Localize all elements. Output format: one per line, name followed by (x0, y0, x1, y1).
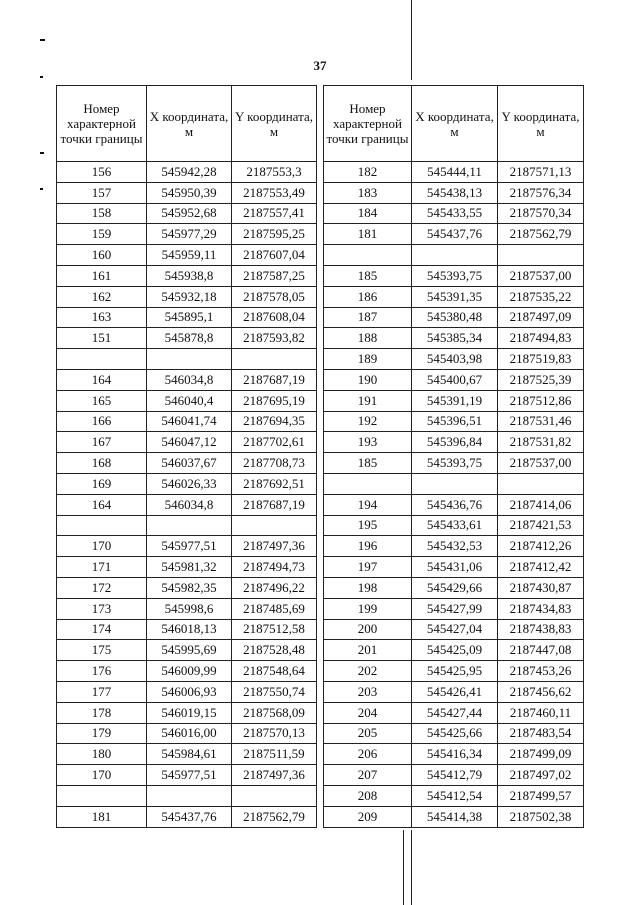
cell-x-coordinate: 545426,41 (412, 681, 498, 702)
cell-y-coordinate: 2187593,82 (232, 328, 317, 349)
cell-y-coordinate: 2187453,26 (498, 661, 584, 682)
coordinates-table-left (56, 85, 317, 828)
cell-x-coordinate: 546037,67 (147, 453, 232, 474)
scan-artifact-line (411, 830, 412, 905)
cell-x-coordinate: 545438,13 (412, 182, 498, 203)
cell-x-coordinate: 545429,66 (412, 577, 498, 598)
header-point-number: Номер характерной точки границы (57, 86, 147, 162)
cell-x-coordinate: 545981,32 (147, 557, 232, 578)
cell-x-coordinate: 545433,61 (412, 515, 498, 536)
cell-x-coordinate: 545444,11 (412, 162, 498, 183)
table-row (57, 806, 317, 827)
cell-point-number: 207 (324, 765, 412, 786)
table-row (57, 411, 317, 432)
table-header-row (57, 86, 317, 162)
cell-x-coordinate (147, 349, 232, 370)
cell-point-number: 186 (324, 286, 412, 307)
table-row (324, 224, 584, 245)
cell-y-coordinate: 2187494,73 (232, 557, 317, 578)
cell-x-coordinate: 545437,76 (147, 806, 232, 827)
cell-y-coordinate (232, 785, 317, 806)
cell-y-coordinate: 2187562,79 (232, 806, 317, 827)
table-row (324, 162, 584, 183)
cell-point-number: 191 (324, 390, 412, 411)
table-row (57, 224, 317, 245)
cell-point-number: 179 (57, 723, 147, 744)
cell-x-coordinate: 545412,54 (412, 785, 498, 806)
cell-point-number: 202 (324, 661, 412, 682)
cell-point-number (57, 515, 147, 536)
cell-point-number: 192 (324, 411, 412, 432)
cell-y-coordinate: 2187528,48 (232, 640, 317, 661)
table-row (324, 723, 584, 744)
table-row (324, 577, 584, 598)
cell-y-coordinate: 2187438,83 (498, 619, 584, 640)
table-row (324, 765, 584, 786)
cell-x-coordinate: 545878,8 (147, 328, 232, 349)
cell-y-coordinate: 2187519,83 (498, 349, 584, 370)
cell-y-coordinate: 2187702,61 (232, 432, 317, 453)
table-row (57, 390, 317, 411)
cell-point-number: 193 (324, 432, 412, 453)
cell-y-coordinate (232, 349, 317, 370)
table-row (57, 349, 317, 370)
table-row (324, 806, 584, 827)
cell-point-number: 171 (57, 557, 147, 578)
table-row (324, 494, 584, 515)
table-row (324, 307, 584, 328)
cell-point-number: 187 (324, 307, 412, 328)
cell-x-coordinate (412, 245, 498, 266)
cell-x-coordinate: 546026,33 (147, 473, 232, 494)
cell-y-coordinate: 2187692,51 (232, 473, 317, 494)
cell-x-coordinate (147, 515, 232, 536)
table-row (57, 598, 317, 619)
table-row (57, 681, 317, 702)
cell-x-coordinate: 545393,75 (412, 453, 498, 474)
cell-y-coordinate: 2187570,13 (232, 723, 317, 744)
table-row (57, 286, 317, 307)
cell-y-coordinate: 2187537,00 (498, 265, 584, 286)
cell-x-coordinate: 546034,8 (147, 494, 232, 515)
cell-point-number (324, 473, 412, 494)
table-row (57, 203, 317, 224)
cell-y-coordinate: 2187687,19 (232, 369, 317, 390)
table-row (324, 453, 584, 474)
cell-point-number (324, 245, 412, 266)
cell-y-coordinate (498, 473, 584, 494)
cell-point-number: 195 (324, 515, 412, 536)
cell-x-coordinate: 545433,55 (412, 203, 498, 224)
cell-y-coordinate: 2187548,64 (232, 661, 317, 682)
cell-y-coordinate: 2187553,49 (232, 182, 317, 203)
table-row (57, 432, 317, 453)
cell-y-coordinate: 2187485,69 (232, 598, 317, 619)
coordinates-table-right (323, 85, 584, 828)
table-row (324, 473, 584, 494)
cell-y-coordinate (498, 245, 584, 266)
cell-x-coordinate: 546034,8 (147, 369, 232, 390)
cell-point-number: 201 (324, 640, 412, 661)
cell-point-number: 198 (324, 577, 412, 598)
table-row (324, 536, 584, 557)
cell-point-number: 189 (324, 349, 412, 370)
table-row (324, 203, 584, 224)
cell-point-number: 173 (57, 598, 147, 619)
cell-y-coordinate: 2187414,06 (498, 494, 584, 515)
table-row (57, 661, 317, 682)
cell-point-number: 185 (324, 265, 412, 286)
table-row (324, 411, 584, 432)
cell-y-coordinate: 2187456,62 (498, 681, 584, 702)
cell-y-coordinate: 2187578,05 (232, 286, 317, 307)
cell-y-coordinate: 2187497,36 (232, 765, 317, 786)
cell-x-coordinate: 545396,51 (412, 411, 498, 432)
cell-x-coordinate (147, 785, 232, 806)
cell-y-coordinate: 2187550,74 (232, 681, 317, 702)
cell-x-coordinate: 545396,84 (412, 432, 498, 453)
table-row (57, 619, 317, 640)
scan-artifact-mark (40, 39, 45, 41)
cell-point-number: 161 (57, 265, 147, 286)
table-row (57, 473, 317, 494)
cell-x-coordinate: 546006,93 (147, 681, 232, 702)
cell-y-coordinate: 2187562,79 (498, 224, 584, 245)
table-row (324, 661, 584, 682)
cell-x-coordinate: 545995,69 (147, 640, 232, 661)
cell-point-number: 184 (324, 203, 412, 224)
cell-x-coordinate: 545425,95 (412, 661, 498, 682)
cell-point-number: 197 (324, 557, 412, 578)
cell-y-coordinate: 2187434,83 (498, 598, 584, 619)
table-row (57, 702, 317, 723)
cell-point-number: 157 (57, 182, 147, 203)
cell-y-coordinate: 2187531,82 (498, 432, 584, 453)
cell-x-coordinate: 545895,1 (147, 307, 232, 328)
cell-x-coordinate: 545431,06 (412, 557, 498, 578)
table-row (324, 182, 584, 203)
cell-point-number (57, 349, 147, 370)
cell-y-coordinate: 2187525,39 (498, 369, 584, 390)
table-row (324, 515, 584, 536)
table-row (324, 390, 584, 411)
cell-point-number: 165 (57, 390, 147, 411)
table-row (57, 640, 317, 661)
cell-y-coordinate: 2187497,09 (498, 307, 584, 328)
cell-y-coordinate: 2187694,35 (232, 411, 317, 432)
cell-x-coordinate: 545984,61 (147, 744, 232, 765)
cell-x-coordinate: 545391,19 (412, 390, 498, 411)
cell-point-number: 172 (57, 577, 147, 598)
cell-y-coordinate: 2187595,25 (232, 224, 317, 245)
cell-x-coordinate: 546040,4 (147, 390, 232, 411)
header-point-number: Номер характерной точки границы (324, 86, 412, 162)
cell-point-number: 182 (324, 162, 412, 183)
cell-point-number: 209 (324, 806, 412, 827)
table-row (324, 640, 584, 661)
cell-y-coordinate: 2187568,09 (232, 702, 317, 723)
cell-point-number: 159 (57, 224, 147, 245)
cell-y-coordinate: 2187708,73 (232, 453, 317, 474)
cell-y-coordinate: 2187607,04 (232, 245, 317, 266)
cell-x-coordinate: 545380,48 (412, 307, 498, 328)
scan-artifact-mark (40, 188, 43, 190)
cell-point-number: 169 (57, 473, 147, 494)
cell-y-coordinate: 2187502,38 (498, 806, 584, 827)
table-row (57, 307, 317, 328)
cell-point-number: 204 (324, 702, 412, 723)
cell-y-coordinate: 2187695,19 (232, 390, 317, 411)
cell-x-coordinate: 545393,75 (412, 265, 498, 286)
cell-point-number: 177 (57, 681, 147, 702)
cell-x-coordinate: 545425,09 (412, 640, 498, 661)
cell-y-coordinate: 2187430,87 (498, 577, 584, 598)
cell-y-coordinate: 2187497,36 (232, 536, 317, 557)
table-row (57, 245, 317, 266)
table-row (57, 453, 317, 474)
cell-point-number: 181 (57, 806, 147, 827)
cell-y-coordinate: 2187512,58 (232, 619, 317, 640)
cell-x-coordinate: 545414,38 (412, 806, 498, 827)
table-row (324, 785, 584, 806)
cell-y-coordinate: 2187537,00 (498, 453, 584, 474)
cell-point-number: 178 (57, 702, 147, 723)
cell-x-coordinate: 545950,39 (147, 182, 232, 203)
cell-point-number: 199 (324, 598, 412, 619)
cell-x-coordinate: 545432,53 (412, 536, 498, 557)
cell-x-coordinate: 546009,99 (147, 661, 232, 682)
cell-x-coordinate: 545437,76 (412, 224, 498, 245)
table-row (324, 369, 584, 390)
cell-x-coordinate: 546047,12 (147, 432, 232, 453)
cell-y-coordinate: 2187421,53 (498, 515, 584, 536)
cell-y-coordinate: 2187531,46 (498, 411, 584, 432)
cell-x-coordinate (412, 473, 498, 494)
header-x-coordinate: X координата, м (412, 86, 498, 162)
cell-y-coordinate: 2187557,41 (232, 203, 317, 224)
table-row (324, 245, 584, 266)
table-row (324, 349, 584, 370)
table-row (324, 681, 584, 702)
cell-point-number: 166 (57, 411, 147, 432)
table-row (57, 162, 317, 183)
table-row (57, 265, 317, 286)
cell-point-number: 196 (324, 536, 412, 557)
cell-y-coordinate: 2187571,13 (498, 162, 584, 183)
cell-point-number: 175 (57, 640, 147, 661)
cell-x-coordinate: 545391,35 (412, 286, 498, 307)
cell-x-coordinate: 546041,74 (147, 411, 232, 432)
cell-point-number: 183 (324, 182, 412, 203)
cell-point-number: 174 (57, 619, 147, 640)
cell-x-coordinate: 546016,00 (147, 723, 232, 744)
cell-point-number: 170 (57, 536, 147, 557)
cell-point-number: 160 (57, 245, 147, 266)
table-row (324, 432, 584, 453)
cell-y-coordinate: 2187412,26 (498, 536, 584, 557)
cell-x-coordinate: 545952,68 (147, 203, 232, 224)
cell-point-number: 188 (324, 328, 412, 349)
cell-point-number: 162 (57, 286, 147, 307)
cell-point-number: 200 (324, 619, 412, 640)
table-row (57, 785, 317, 806)
table-row (57, 765, 317, 786)
cell-y-coordinate: 2187576,34 (498, 182, 584, 203)
cell-point-number: 194 (324, 494, 412, 515)
cell-x-coordinate: 545998,6 (147, 598, 232, 619)
cell-y-coordinate: 2187687,19 (232, 494, 317, 515)
cell-y-coordinate: 2187412,42 (498, 557, 584, 578)
cell-x-coordinate: 545977,51 (147, 536, 232, 557)
table-row (57, 328, 317, 349)
table-row (57, 723, 317, 744)
cell-point-number: 164 (57, 494, 147, 515)
cell-point-number: 180 (57, 744, 147, 765)
cell-point-number: 168 (57, 453, 147, 474)
cell-y-coordinate: 2187483,54 (498, 723, 584, 744)
cell-x-coordinate: 545932,18 (147, 286, 232, 307)
cell-y-coordinate: 2187608,04 (232, 307, 317, 328)
cell-x-coordinate: 545938,8 (147, 265, 232, 286)
cell-y-coordinate: 2187499,09 (498, 744, 584, 765)
cell-x-coordinate: 545416,34 (412, 744, 498, 765)
cell-x-coordinate: 545425,66 (412, 723, 498, 744)
table-row (324, 619, 584, 640)
cell-point-number: 203 (324, 681, 412, 702)
cell-x-coordinate: 545982,35 (147, 577, 232, 598)
table-header-row (324, 86, 584, 162)
cell-x-coordinate: 545385,34 (412, 328, 498, 349)
cell-x-coordinate: 545427,44 (412, 702, 498, 723)
cell-x-coordinate: 545436,76 (412, 494, 498, 515)
cell-y-coordinate: 2187553,3 (232, 162, 317, 183)
cell-point-number: 170 (57, 765, 147, 786)
cell-x-coordinate: 545403,98 (412, 349, 498, 370)
cell-y-coordinate: 2187512,86 (498, 390, 584, 411)
cell-point-number: 176 (57, 661, 147, 682)
cell-point-number: 181 (324, 224, 412, 245)
scan-artifact-mark (40, 76, 43, 78)
cell-point-number: 164 (57, 369, 147, 390)
cell-y-coordinate (232, 515, 317, 536)
cell-y-coordinate: 2187460,11 (498, 702, 584, 723)
scan-artifact-line (403, 830, 404, 905)
cell-point-number: 185 (324, 453, 412, 474)
cell-point-number: 205 (324, 723, 412, 744)
table-row (324, 265, 584, 286)
cell-y-coordinate: 2187570,34 (498, 203, 584, 224)
table-row (324, 328, 584, 349)
cell-x-coordinate: 545427,99 (412, 598, 498, 619)
table-row (57, 182, 317, 203)
cell-point-number: 151 (57, 328, 147, 349)
table-row (324, 598, 584, 619)
cell-y-coordinate: 2187587,25 (232, 265, 317, 286)
cell-y-coordinate: 2187447,08 (498, 640, 584, 661)
cell-x-coordinate: 545400,67 (412, 369, 498, 390)
cell-point-number: 163 (57, 307, 147, 328)
header-y-coordinate: Y координата, м (232, 86, 317, 162)
table-row (324, 702, 584, 723)
cell-point-number (57, 785, 147, 806)
cell-x-coordinate: 545427,04 (412, 619, 498, 640)
table-row (57, 494, 317, 515)
cell-point-number: 208 (324, 785, 412, 806)
cell-x-coordinate: 545959,11 (147, 245, 232, 266)
table-row (57, 536, 317, 557)
table-row (324, 744, 584, 765)
cell-y-coordinate: 2187494,83 (498, 328, 584, 349)
cell-x-coordinate: 546018,13 (147, 619, 232, 640)
cell-x-coordinate: 545412,79 (412, 765, 498, 786)
cell-x-coordinate: 545977,29 (147, 224, 232, 245)
cell-y-coordinate: 2187497,02 (498, 765, 584, 786)
cell-y-coordinate: 2187535,22 (498, 286, 584, 307)
cell-y-coordinate: 2187499,57 (498, 785, 584, 806)
table-row (57, 557, 317, 578)
cell-y-coordinate: 2187511,59 (232, 744, 317, 765)
cell-y-coordinate: 2187496,22 (232, 577, 317, 598)
table-row (57, 744, 317, 765)
header-y-coordinate: Y координата, м (498, 86, 584, 162)
header-x-coordinate: X координата, м (147, 86, 232, 162)
cell-point-number: 190 (324, 369, 412, 390)
table-row (324, 557, 584, 578)
page-number: 37 (313, 58, 327, 73)
cell-point-number: 158 (57, 203, 147, 224)
table-row (57, 577, 317, 598)
scan-artifact-mark (40, 152, 44, 154)
cell-point-number: 206 (324, 744, 412, 765)
table-row (57, 369, 317, 390)
table-row (57, 515, 317, 536)
cell-x-coordinate: 545977,51 (147, 765, 232, 786)
cell-point-number: 156 (57, 162, 147, 183)
cell-x-coordinate: 545942,28 (147, 162, 232, 183)
cell-point-number: 167 (57, 432, 147, 453)
table-row (324, 286, 584, 307)
cell-x-coordinate: 546019,15 (147, 702, 232, 723)
